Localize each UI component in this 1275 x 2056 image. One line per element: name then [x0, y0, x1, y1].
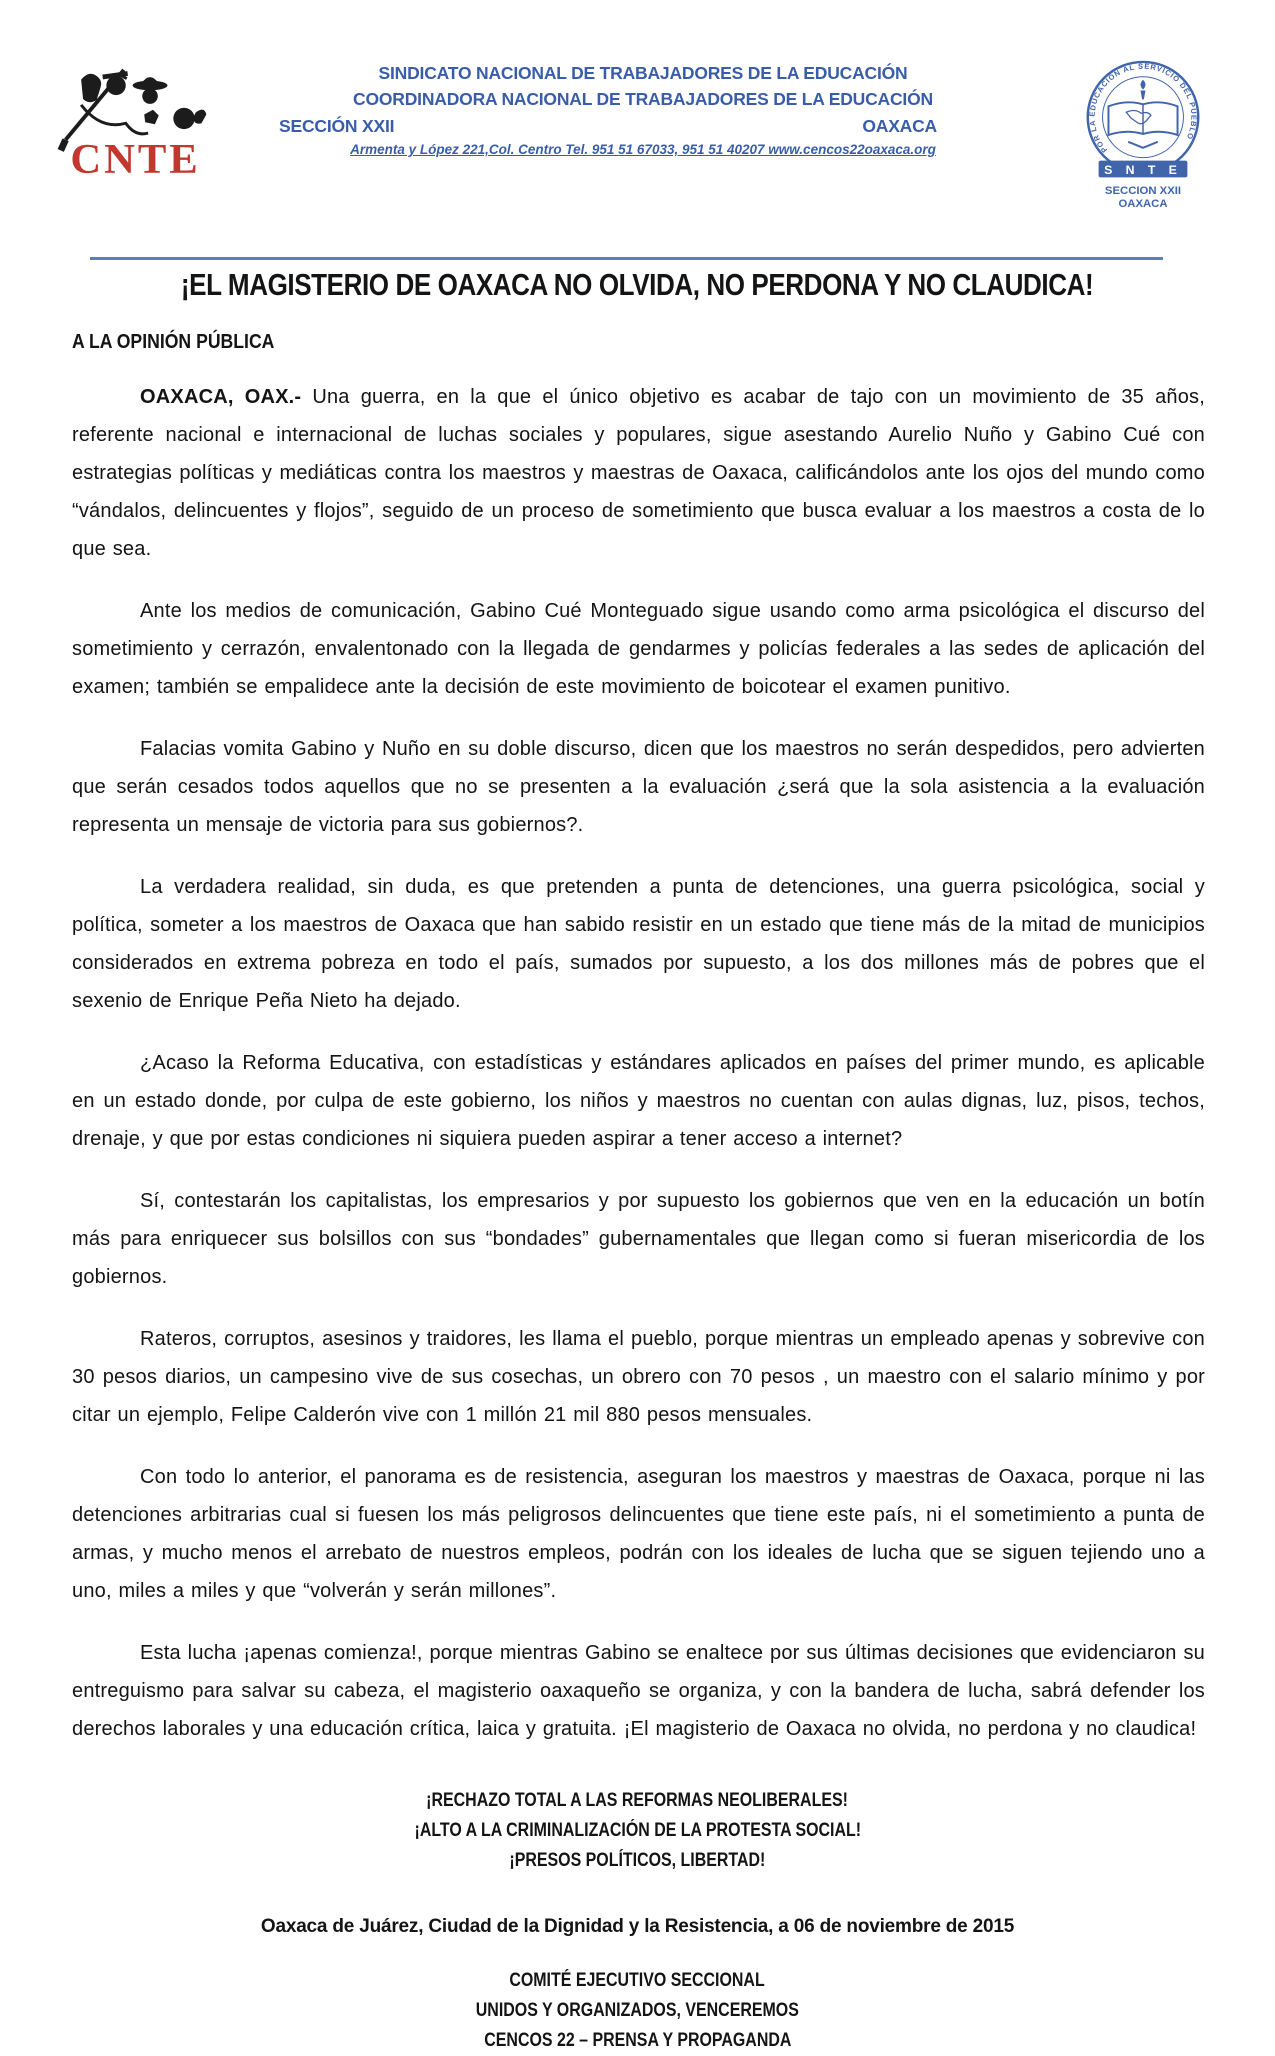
paragraph-text: Esta lucha ¡apenas comienza!, porque mientras Gabino se enaltece por sus últimas decisiones que evidenciaron su entreguismo para salvar su cabeza, el magisterio oaxaqueño se organiza, y con la bandera de lucha, sabrá defender los derechos laborales y una educación crítica, laica y gratuita. ¡El magisterio de Oaxaca no olvida, no perdona y no claudica! — [72, 1642, 1205, 1740]
snte-seal — [1069, 50, 1217, 217]
signature-block — [0, 1966, 1275, 2056]
document-body — [0, 354, 1275, 1748]
snte-state-line: OAXACA — [1118, 197, 1168, 210]
paragraph-text: Rateros, corruptos, asesinos y traidores, les llama el pueblo, porque mientras un empleado apenas y sobrevive con 30 pesos diarios, un campesino vive de sus cosechas, un obrero con 70 pesos , un maestro con el salario mínimo y por citar un ejemplo, Felipe Calderón vive con 1 millón 21 mil 880 pesos mensuales. — [72, 1328, 1205, 1426]
cnte-wordmark: CNTE — [70, 135, 201, 183]
signature-line: CENCOS 22 – PRENSA Y PROPAGANDA — [483, 2030, 792, 2051]
paragraph-text: Falacias vomita Gabino y Nuño en su doble discurso, dicen que los maestros no serán despedidos, pero advierten que serán cesados todos aquellos que no se presenten a la evaluación ¿será que la sola asistencia a la evaluación representa un mensaje de victoria para sus gobiernos?. — [72, 738, 1205, 836]
snte-acronym: S N T E — [1104, 162, 1182, 177]
paragraph — [72, 592, 1205, 706]
paragraph — [72, 868, 1205, 1020]
state-label: OAXACA — [862, 116, 937, 136]
paragraph — [72, 1044, 1205, 1158]
letterhead — [0, 0, 1275, 217]
salutation-row — [72, 330, 1275, 354]
cnte-logo — [52, 50, 217, 187]
signature-line: COMITÉ EJECUTIVO SECCIONAL — [509, 1970, 766, 1991]
section-row — [231, 112, 1055, 139]
slogan-line: ¡RECHAZO TOTAL A LAS REFORMAS NEOLIBERALES! — [426, 1790, 849, 1811]
cnte-logo-graphic — [52, 50, 217, 182]
paragraph — [72, 730, 1205, 844]
paragraph — [72, 1634, 1205, 1748]
paragraph-lead: OAXACA, OAX.- — [140, 386, 302, 408]
salutation: A LA OPINIÓN PÚBLICA — [72, 330, 275, 353]
paragraph-text: Con todo lo anterior, el panorama es de resistencia, aseguran los maestros y maestras de Oaxaca, porque ni las detenciones arbitrarias cual si fuesen los más peligrosos delincuentes que tiene este país, ni el sometimiento a punta de armas, y mucho menos el arrebato de nuestros empleos, podrán con los ideales de lucha que se siguen tejiendo uno a uno, miles a miles y que “volverán y serán millones”. — [72, 1466, 1205, 1602]
paragraph — [72, 1182, 1205, 1296]
paragraph-text: Ante los medios de comunicación, Gabino Cué Monteguado sigue usando como arma psicológica el discurso del sometimiento y cerrazón, envalentonado con la llegada de gendarmes y policías federales a las sedes de aplicación del examen; también se empalidece ante la decisión de este movimiento de boicotear el examen punitivo. — [72, 600, 1205, 698]
dateline: Oaxaca de Juárez, Ciudad de la Dignidad y la Resistencia, a 06 de noviembre de 2015 — [260, 1916, 1015, 1937]
paragraph — [72, 378, 1205, 568]
org-name-2: COORDINADORA NACIONAL DE TRABAJADORES DE LA EDUCACIÓN — [353, 89, 933, 109]
snte-section-line: SECCION XXII — [1104, 185, 1182, 198]
paragraph — [72, 1320, 1205, 1434]
org-name-1: SINDICATO NACIONAL DE TRABAJADORES DE LA EDUCACIÓN — [378, 63, 908, 83]
paragraph-text: Una guerra, en la que el único objetivo es acabar de tajo con un movimiento de 35 años, referente nacional e internacional de luchas sociales y populares, sigue asestando Aurelio Nuño y Gabino Cué con estrategias políticas y mediáticas contra los maestros y maestras de Oaxaca, calificándolos ante los ojos del mundo como “vándalos, delincuentes y flojos”, seguido de un proceso de sometimiento que busca evaluar a los maestros a costa de lo que sea. — [72, 386, 1205, 560]
slogan-block — [0, 1786, 1275, 1876]
slogan-line: ¡PRESOS POLÍTICOS, LIBERTAD! — [509, 1850, 766, 1871]
slogan-line: ¡ALTO A LA CRIMINALIZACIÓN DE LA PROTESTA SOCIAL! — [414, 1820, 861, 1841]
title-row — [0, 267, 1275, 303]
letterhead-center — [217, 50, 1069, 157]
snte-seal-graphic — [1069, 50, 1217, 212]
document-title: ¡EL MAGISTERIO DE OAXACA NO OLVIDA, NO PERDONA Y NO CLAUDICA! — [181, 267, 1094, 302]
paragraph-text: Sí, contestarán los capitalistas, los empresarios y por supuesto los gobiernos que ven en la educación un botín más para enriquecer sus bolsillos con sus “bondades” gubernamentales que llegan como si fueran misericordia de los gobiernos. — [72, 1190, 1205, 1288]
divider-line — [90, 257, 1163, 260]
address-contact-line: Armenta y López 221,Col. Centro Tel. 951 51 67033, 951 51 40207 www.cencos22oaxaca.org — [350, 142, 936, 157]
paragraph-text: ¿Acaso la Reforma Educativa, con estadísticas y estándares aplicados en países del primer mundo, es aplicable en un estado donde, por culpa de este gobierno, los niños y maestros no cuentan con aulas dignas, luz, pisos, techos, drenaje, y que por estas condiciones ni siquiera pueden aspirar a tener acceso a internet? — [72, 1052, 1205, 1150]
signature-line: UNIDOS Y ORGANIZADOS, VENCEREMOS — [475, 2000, 800, 2021]
snte-ring-motto: POR LA EDUCACIÓN AL SERVICIO DEL PUEBLO — [1087, 61, 1199, 155]
section-label: SECCIÓN XXII — [279, 116, 395, 136]
paragraph-text: La verdadera realidad, sin duda, es que pretenden a punta de detenciones, una guerra psicológica, social y política, someter a los maestros de Oaxaca que han sabido resistir en un estado que tiene más de la mitad de municipios considerados en extrema pobreza en todo el país, sumados por supuesto, a los dos millones más de pobres que el sexenio de Enrique Peña Nieto ha dejado. — [72, 876, 1205, 1012]
paragraph — [72, 1458, 1205, 1610]
